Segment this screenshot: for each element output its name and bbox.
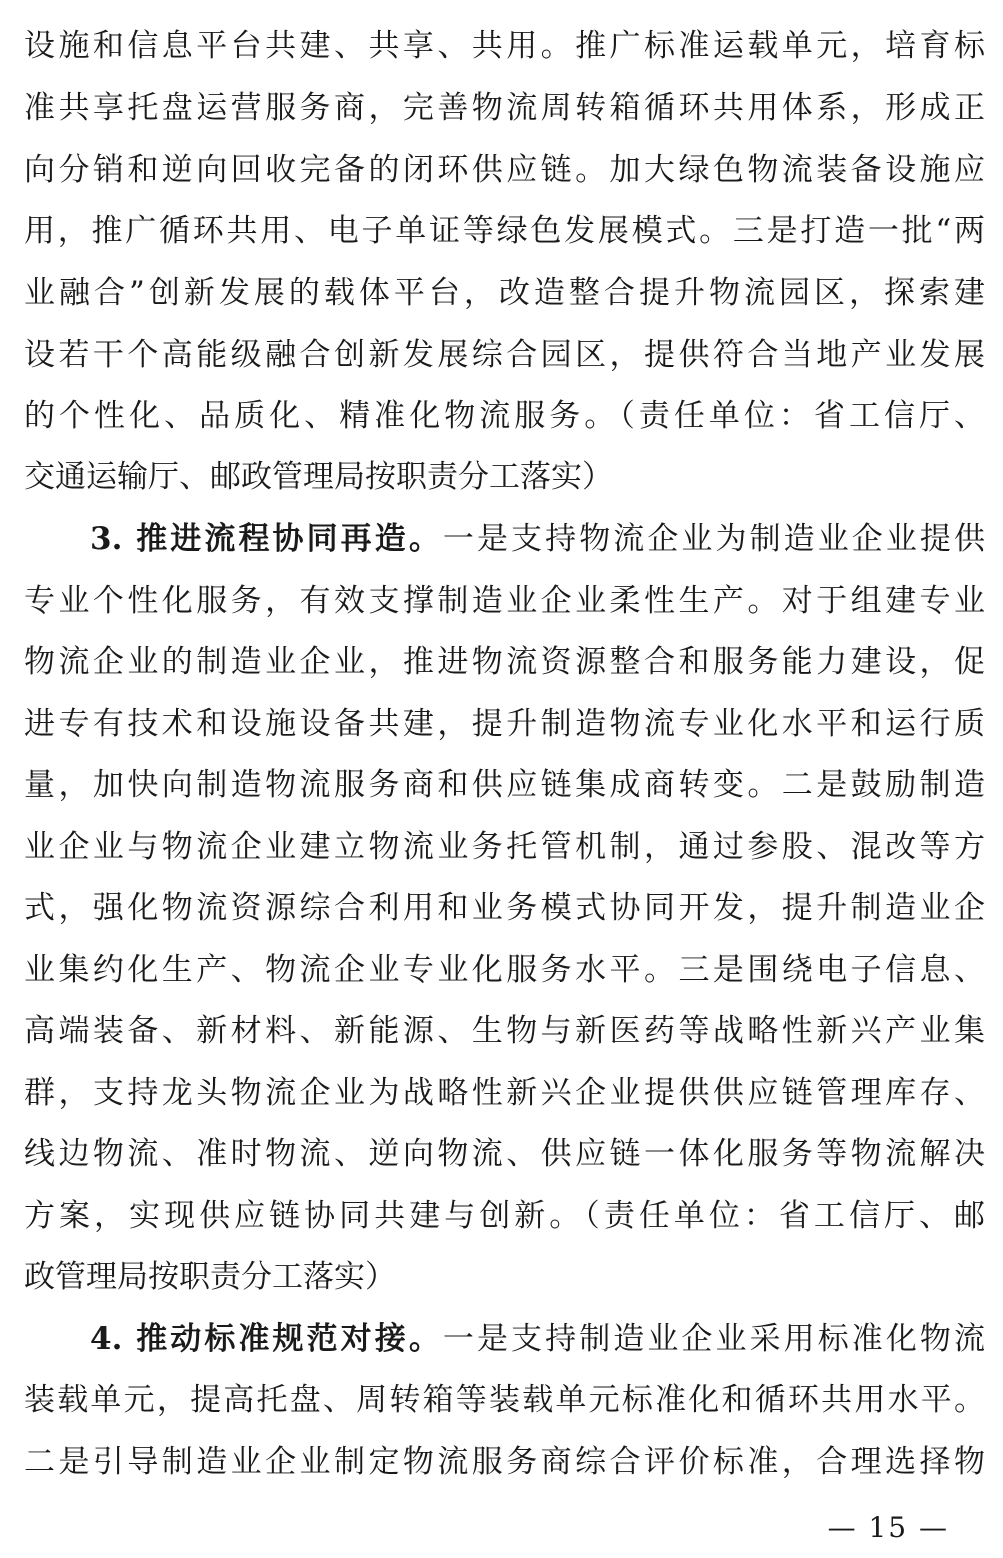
page-number: — 15 — <box>827 1511 949 1544</box>
paragraph-line: 的个性化、品质化、精准化物流服务。（责任单位：省工信厅、 <box>24 398 985 434</box>
section-4-heading: 4. 推动标准规范对接。 <box>90 1321 443 1357</box>
paragraph-line: 二是引导制造业企业制定物流服务商综合评价标准，合理选择物 <box>24 1444 985 1480</box>
paragraph-line: 设若干个高能级融合创新发展综合园区，提供符合当地产业发展 <box>24 337 985 373</box>
paragraph-line: 高端装备、新材料、新能源、生物与新医药等战略性新兴产业集 <box>24 1013 985 1049</box>
paragraph-line: 交通运输厅、邮政管理局按职责分工落实） <box>24 459 613 495</box>
paragraph-line: 向分销和逆向回收完备的闭环供应链。加大绿色物流装备设施应 <box>24 152 985 188</box>
paragraph-line: 装载单元，提高托盘、周转箱等装载单元标准化和循环共用水平。 <box>24 1382 985 1418</box>
paragraph-line: 政管理局按职责分工落实） <box>24 1259 396 1295</box>
paragraph-line: 量，加快向制造物流服务商和供应链集成商转变。二是鼓励制造 <box>24 767 985 803</box>
section-3-first-line <box>0 508 1003 570</box>
paragraph-line: 用，推广循环共用、电子单证等绿色发展模式。三是打造一批“两 <box>24 213 985 249</box>
paragraph-line: 方案，实现供应链协同共建与创新。（责任单位：省工信厅、邮 <box>24 1198 985 1234</box>
section-3-first-text: 一是支持物流企业为制造业企业提供 <box>442 521 986 557</box>
paragraph-line: 群，支持龙头物流企业为战略性新兴企业提供供应链管理库存、 <box>24 1075 985 1111</box>
paragraph-line: 式，强化物流资源综合利用和业务模式协同开发，提升制造业企 <box>24 890 985 926</box>
paragraph-line: 业集约化生产、物流企业专业化服务水平。三是围绕电子信息、 <box>24 952 985 988</box>
section-4-first-line <box>0 1308 1003 1370</box>
paragraph-line: 专业个性化服务，有效支撑制造业企业柔性生产。对于组建专业 <box>24 583 985 619</box>
paragraph-line: 业融合”创新发展的载体平台，改造整合提升物流园区，探索建 <box>24 275 985 311</box>
paragraph-line: 线边物流、准时物流、逆向物流、供应链一体化服务等物流解决 <box>24 1136 985 1172</box>
section-4-first-text: 一是支持制造业企业采用标准化物流 <box>442 1321 986 1357</box>
section-3-heading: 3. 推进流程协同再造。 <box>90 521 443 557</box>
paragraph-line: 进专有技术和设施设备共建，提升制造物流专业化水平和运行质 <box>24 706 985 742</box>
paragraph-line: 业企业与物流企业建立物流业务托管机制，通过参股、混改等方 <box>24 829 985 865</box>
paragraph-line: 设施和信息平台共建、共享、共用。推广标准运载单元，培育标 <box>24 28 985 64</box>
paragraph-line: 准共享托盘运营服务商，完善物流周转箱循环共用体系，形成正 <box>24 90 985 126</box>
paragraph-line: 物流企业的制造业企业，推进物流资源整合和服务能力建设，促 <box>24 644 985 680</box>
